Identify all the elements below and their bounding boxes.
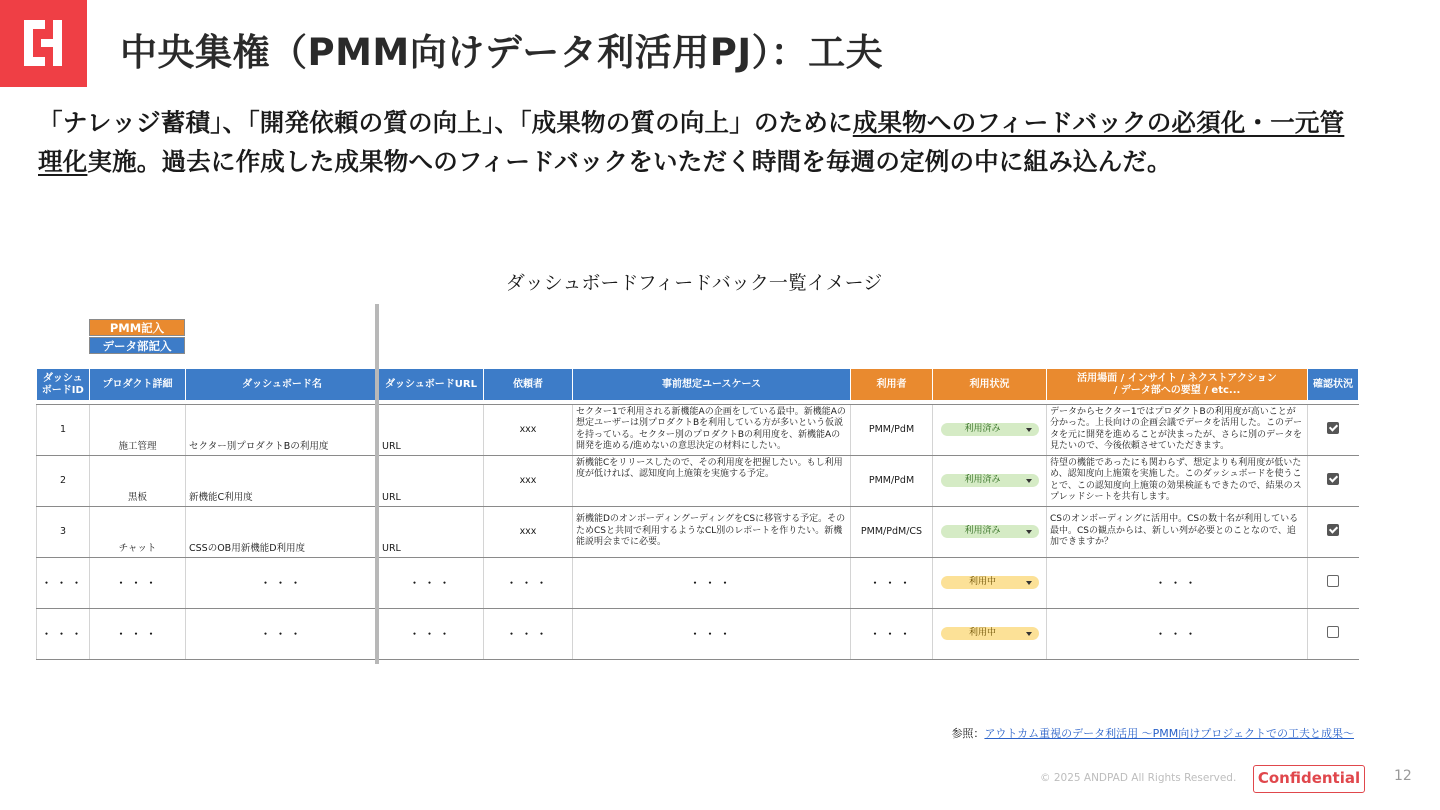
header-id: ダッシュボードID xyxy=(37,369,90,400)
reference-note xyxy=(951,725,1354,741)
table-row xyxy=(37,404,1359,455)
dropdown-arrow-icon xyxy=(1026,479,1032,483)
cell-usecase: 新機能Cをリリースしたので、その利用度を把握したい。もし利用度が低ければ、認知度向上施策を実施する予定。 xyxy=(573,455,851,506)
cell-name: セクター別プロダクトBの利用度 xyxy=(186,404,379,455)
lead-paragraph xyxy=(38,103,1358,181)
unchecked-checkbox-icon[interactable] xyxy=(1327,575,1339,587)
figure-title: ダッシュボードフィードバック一覧イメージ xyxy=(505,272,883,294)
cell-check xyxy=(1308,506,1359,557)
cell-placeholder: ・・・ xyxy=(484,557,573,608)
header-scene-line2: / データ部への要望 / etc... xyxy=(1113,384,1241,396)
status-dropdown[interactable] xyxy=(941,525,1039,538)
cell-placeholder: ・・・ xyxy=(186,557,379,608)
lead-text-2: 実施。過去に作成した成果物へのフィードバックをいただく時間を毎週の定例の中に組み込んだ。 xyxy=(87,147,1172,176)
cell-placeholder: ・・・ xyxy=(1047,557,1308,608)
dropdown-arrow-icon xyxy=(1026,530,1032,534)
page-title: 中央集権（PMM向けデータ利活用PJ）：工夫 xyxy=(120,31,884,74)
cell-placeholder: ・・・ xyxy=(90,557,186,608)
legend-data: データ部記入 xyxy=(89,337,185,354)
checked-checkbox-icon[interactable] xyxy=(1327,524,1339,536)
table-row xyxy=(37,455,1359,506)
dropdown-arrow-icon xyxy=(1026,428,1032,432)
cell-check xyxy=(1308,557,1359,608)
feedback-table xyxy=(36,369,1359,660)
cell-status xyxy=(933,506,1047,557)
cell-check xyxy=(1308,455,1359,506)
cell-placeholder: ・・・ xyxy=(37,608,90,659)
table-row xyxy=(37,506,1359,557)
cell-id: 1 xyxy=(37,404,90,455)
legend-pmm: PMM記入 xyxy=(89,319,185,336)
lead-text-1: 「ナレッジ蓄積」、「開発依頼の質の向上」、「成果物の質の向上」のために xyxy=(38,108,853,137)
header-scene-line1: 活用場面 / インサイト / ネクストアクション xyxy=(1077,372,1277,384)
copyright: © 2025 ANDPAD All Rights Reserved. xyxy=(1040,772,1237,784)
cell-status xyxy=(933,608,1047,659)
header-usecase: 事前想定ユースケース xyxy=(573,369,851,400)
header-status: 利用状況 xyxy=(933,369,1047,400)
header-scene xyxy=(1047,369,1308,400)
checked-checkbox-icon[interactable] xyxy=(1327,422,1339,434)
cell-placeholder: ・・・ xyxy=(573,608,851,659)
table-row-placeholder xyxy=(37,608,1359,659)
cell-placeholder: ・・・ xyxy=(851,557,933,608)
cell-status xyxy=(933,455,1047,506)
cell-placeholder: ・・・ xyxy=(379,608,484,659)
brand-logo xyxy=(0,0,87,87)
page-number: 12 xyxy=(1394,768,1412,784)
checked-checkbox-icon[interactable] xyxy=(1327,473,1339,485)
cell-name: CSSのOB用新機能D利用度 xyxy=(186,506,379,557)
status-label: 利用中 xyxy=(968,628,996,638)
header-url: ダッシュボードURL xyxy=(379,369,484,400)
cell-scene: 待望の機能であったにも関わらず、想定よりも利用度が低いため、認知度向上施策を実施した。このダッシュボードを使うことで、この認知度向上施策の効果検証もできたので、結果のスプレッドシートを共有します。 xyxy=(1047,455,1308,506)
dropdown-arrow-icon xyxy=(1026,581,1032,585)
header-requester: 依頼者 xyxy=(484,369,573,400)
cell-product: 施工管理 xyxy=(90,404,186,455)
cell-user: PMM/PdM xyxy=(851,455,933,506)
cell-check xyxy=(1308,608,1359,659)
header-name: ダッシュボード名 xyxy=(186,369,379,400)
cell-requester: xxx xyxy=(484,404,573,455)
reference-prefix: 参照： xyxy=(951,727,985,740)
cell-id: 3 xyxy=(37,506,90,557)
cell-user: PMM/PdM xyxy=(851,404,933,455)
cell-url[interactable]: URL xyxy=(379,404,484,455)
status-dropdown[interactable] xyxy=(941,627,1039,640)
cell-product: チャット xyxy=(90,506,186,557)
cell-placeholder: ・・・ xyxy=(573,557,851,608)
cell-id: 2 xyxy=(37,455,90,506)
reference-link[interactable]: アウトカム重視のデータ利活用 〜PMM向けプロジェクトでの工夫と成果〜 xyxy=(984,727,1354,740)
cell-requester: xxx xyxy=(484,506,573,557)
dropdown-arrow-icon xyxy=(1026,632,1032,636)
cell-requester: xxx xyxy=(484,455,573,506)
status-dropdown[interactable] xyxy=(941,423,1039,436)
cell-check xyxy=(1308,404,1359,455)
cell-placeholder: ・・・ xyxy=(484,608,573,659)
cell-user: PMM/PdM/CS xyxy=(851,506,933,557)
table-header-row xyxy=(37,369,1359,400)
andpad-logo-icon xyxy=(24,20,62,66)
unchecked-checkbox-icon[interactable] xyxy=(1327,626,1339,638)
cell-url[interactable]: URL xyxy=(379,506,484,557)
cell-scene: CSのオンボーディングに活用中。CSの数十名が利用している最中。CSの観点からは、新しい列が必要とのことなので、追加できますか？ xyxy=(1047,506,1308,557)
status-dropdown[interactable] xyxy=(941,576,1039,589)
cell-url[interactable]: URL xyxy=(379,455,484,506)
header-check: 確認状況 xyxy=(1308,369,1359,400)
cell-usecase: セクター1で利用される新機能Aの企画をしている最中。新機能Aの想定ユーザーは別プロダクトBを利用している方が多いという仮説を持っている。セクター別のプロダクトBの利用度を、新機能Aの開発を進める/進めないの意思決定の材料にしたい。 xyxy=(573,404,851,455)
status-label: 利用済み xyxy=(964,424,1001,434)
status-label: 利用済み xyxy=(964,526,1001,536)
frozen-column-divider xyxy=(375,304,379,664)
cell-name: 新機能C利用度 xyxy=(186,455,379,506)
lead-underlined-text: 成果物へのフィードバックの必須化・一元管理化 xyxy=(38,108,1345,176)
status-label: 利用済み xyxy=(964,475,1001,485)
cell-placeholder: ・・・ xyxy=(186,608,379,659)
cell-placeholder: ・・・ xyxy=(379,557,484,608)
status-label: 利用中 xyxy=(968,577,996,587)
status-dropdown[interactable] xyxy=(941,474,1039,487)
header-user: 利用者 xyxy=(851,369,933,400)
cell-usecase: 新機能DのオンボーディングーディングをCSに移管する予定。そのためCSと共同で利用するようなCL別のレポートを作りたい。新機能説明会までに必要。 xyxy=(573,506,851,557)
cell-product: 黒板 xyxy=(90,455,186,506)
header-product: プロダクト詳細 xyxy=(90,369,186,400)
cell-placeholder: ・・・ xyxy=(851,608,933,659)
cell-placeholder: ・・・ xyxy=(90,608,186,659)
cell-placeholder: ・・・ xyxy=(1047,608,1308,659)
table-row-placeholder xyxy=(37,557,1359,608)
confidential-badge: Confidential xyxy=(1253,765,1365,793)
cell-scene: データからセクター1ではプロダクトBの利用度が高いことが分かった。上長向けの企画会議でデータを活用した。このデータを元に開発を進めることが決まったが、さらに別のデータを見たいので、今後依頼させていただきます。 xyxy=(1047,404,1308,455)
cell-placeholder: ・・・ xyxy=(37,557,90,608)
legend xyxy=(89,319,185,354)
cell-status xyxy=(933,557,1047,608)
cell-status xyxy=(933,404,1047,455)
